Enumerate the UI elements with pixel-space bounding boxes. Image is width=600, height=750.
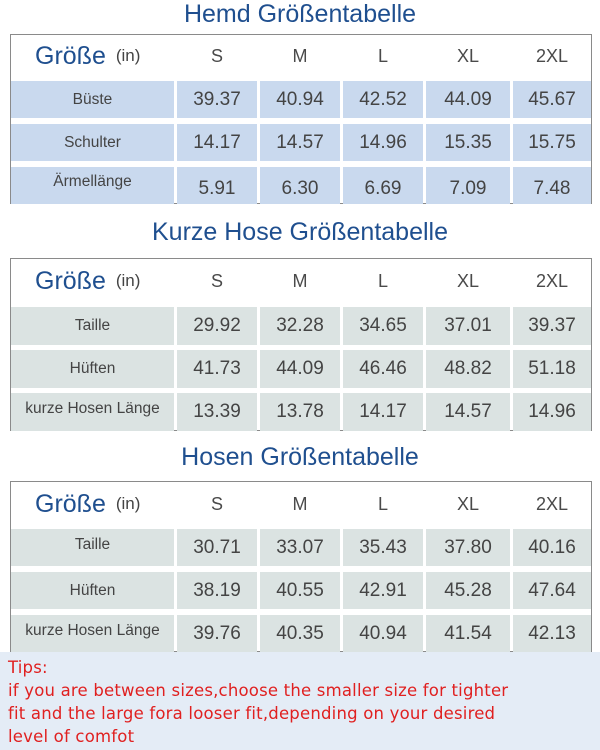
table-row [11,307,591,345]
value-cell: 42.52 [359,88,407,110]
value-cell: 51.18 [528,358,576,379]
table-header-row [11,259,591,303]
value-cell: 48.82 [444,358,492,379]
table-row [11,393,591,431]
size-header-l: L [377,493,388,514]
value-cell: 42.13 [528,622,576,644]
value-cell: 15.75 [528,131,576,153]
value-cell: 13.39 [193,401,241,422]
size-header-l: L [377,45,388,66]
size-header-2xl: 2XL [535,270,569,291]
size-header-l: L [377,270,388,291]
value-cell: 42.91 [359,579,407,601]
value-cell: 7.09 [449,178,487,199]
value-cell: 37.80 [444,536,492,558]
value-cell: 5.91 [198,178,236,199]
size-header-xl: XL [456,45,480,66]
trousers-size-table [10,481,592,652]
row-label: Taille [74,536,111,553]
unit-label: (in) [115,46,141,65]
row-label: kurze Hosen Länge [25,622,160,639]
value-cell: 39.76 [193,622,241,644]
size-label: Größe [35,489,106,518]
value-cell: 44.09 [276,358,324,379]
value-cell: 33.07 [276,536,324,558]
value-cell: 14.96 [359,131,407,153]
value-cell: 46.46 [359,358,407,379]
row-label: Schulter [64,133,121,151]
value-cell: 34.65 [359,315,407,336]
value-cell: 40.35 [276,622,324,644]
value-cell: 14.17 [359,401,407,422]
value-cell: 7.48 [533,178,571,199]
value-cell: 41.54 [444,622,492,644]
value-cell: 40.94 [359,622,407,644]
shirt-size-table [10,34,592,204]
size-header-s: S [210,270,223,291]
tips-box [0,652,600,750]
table-row [11,615,591,652]
size-header-m: M [292,493,308,514]
table-row [11,529,591,566]
value-cell: 40.94 [276,88,324,110]
shorts-chart-title: Kurze Hose Größentabelle [152,218,448,246]
value-cell: 6.30 [281,178,319,199]
row-label: Hüften [69,360,116,377]
value-cell: 40.16 [528,536,576,558]
size-header-xl: XL [456,493,480,514]
value-cell: 38.19 [193,579,241,601]
size-header-2xl: 2XL [535,45,569,66]
value-cell: 47.64 [528,579,576,601]
table-header-row [11,35,591,77]
table-row [11,81,591,118]
row-label: Taille [74,317,111,334]
row-label: Büste [72,90,113,108]
tips-heading: Tips: [8,658,48,677]
value-cell: 45.67 [528,88,576,110]
value-cell: 32.28 [276,315,324,336]
size-header-m: M [292,270,308,291]
table-row [11,124,591,161]
table-row [11,167,591,204]
row-label: kurze Hosen Länge [25,400,160,417]
size-label: Größe [35,41,106,70]
value-cell: 14.57 [444,401,492,422]
size-header-xl: XL [456,270,480,291]
value-cell: 14.17 [193,131,241,153]
shirt-chart-title: Hemd Größentabelle [183,0,417,28]
value-cell: 13.78 [276,401,324,422]
value-cell: 35.43 [359,536,407,558]
size-header-s: S [210,45,223,66]
value-cell: 40.55 [276,579,324,601]
trousers-chart-title: Hosen Größentabelle [181,443,419,471]
value-cell: 30.71 [193,536,241,558]
value-cell: 6.69 [364,178,402,199]
size-header-m: M [292,45,308,66]
size-label: Größe [35,266,106,295]
value-cell: 44.09 [444,88,492,110]
row-label: Hüften [69,581,116,599]
value-cell: 45.28 [444,579,492,601]
table-row [11,350,591,388]
unit-label: (in) [115,494,141,513]
row-label: Ärmellänge [53,173,132,190]
value-cell: 15.35 [444,131,492,153]
value-cell: 39.37 [193,88,241,110]
unit-label: (in) [115,271,141,290]
tips-line: fit and the large fora looser fit,depending on your desired [8,704,496,723]
value-cell: 14.96 [528,401,576,422]
value-cell: 39.37 [528,315,576,336]
value-cell: 29.92 [193,315,241,336]
tips-line: level of comfot [8,727,135,746]
size-header-2xl: 2XL [535,493,569,514]
shorts-size-table [10,258,592,431]
table-row [11,572,591,609]
value-cell: 37.01 [444,315,492,336]
tips-line: if you are between sizes,choose the smaller size for tighter [8,681,509,700]
value-cell: 41.73 [193,358,241,379]
table-header-row [11,482,591,526]
value-cell: 14.57 [276,131,324,153]
size-header-s: S [210,493,223,514]
